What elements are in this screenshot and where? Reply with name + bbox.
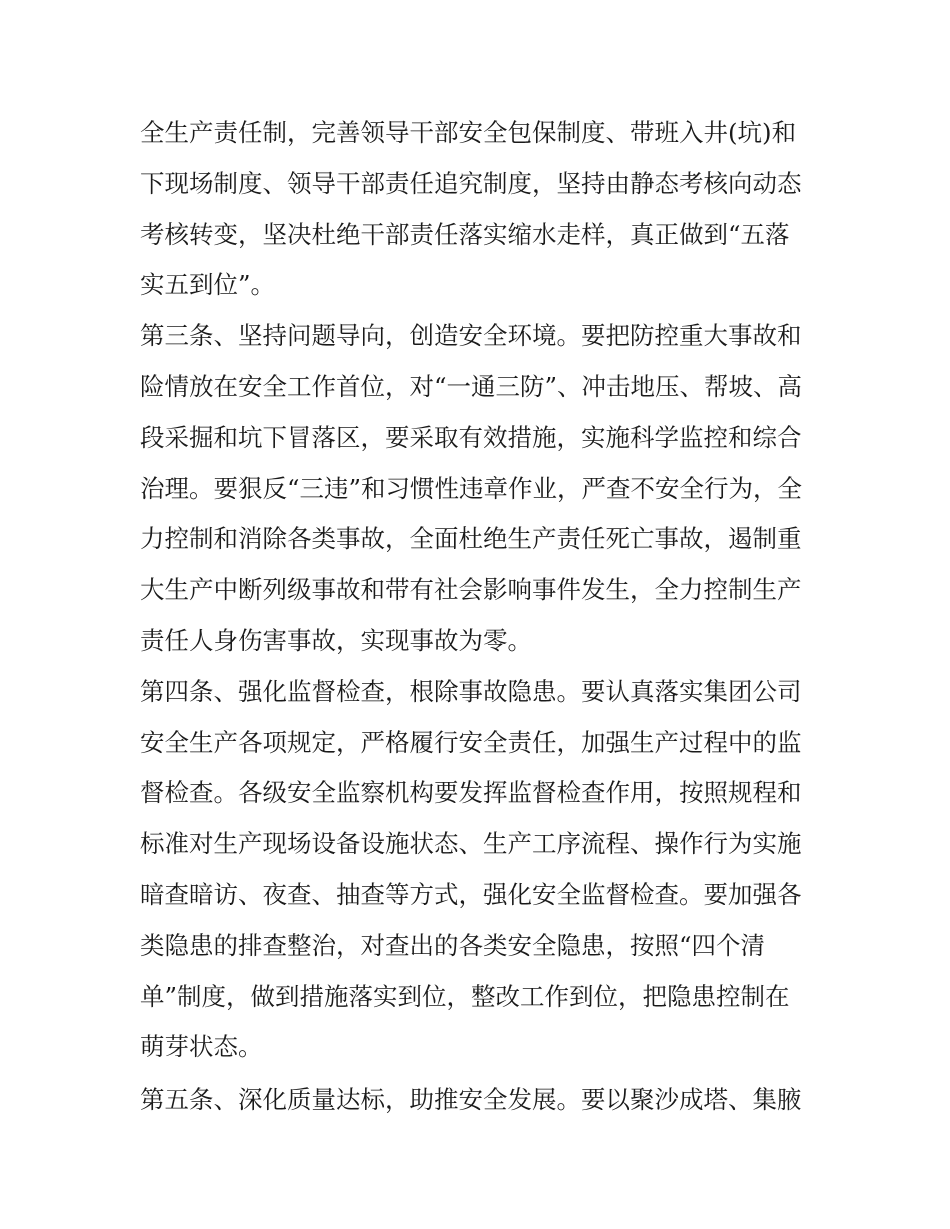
text-line: 单”制度，做到措施落实到位，整改工作到位，把隐患控制在 <box>140 981 790 1011</box>
text-line: 力控制和消除各类事故，全面杜绝生产责任死亡事故，遏制重 <box>140 524 802 554</box>
document-body <box>140 108 820 1126</box>
text-line: 安全生产各项规定，严格履行安全责任，加强生产过程中的监 <box>140 727 802 757</box>
text-line: 下现场制度、领导干部责任追究制度，坚持由静态考核向动态 <box>140 168 802 198</box>
text-line: 责任人身伤害事故，实现事故为零。 <box>140 625 532 655</box>
text-line: 险情放在安全工作首位，对“一通三防”、冲击地压、帮坡、高 <box>140 371 803 401</box>
text-line: 考核转变，坚决杜绝干部责任落实缩水走样，真正做到“五落 <box>140 219 790 249</box>
article-5-heading-line: 第五条、深化质量达标，助推安全发展。要以聚沙成塔、集腋 <box>140 1085 802 1115</box>
article-3-heading-line: 第三条、坚持问题导向，创造安全环境。要把防控重大事故和 <box>140 321 802 351</box>
text-line: 治理。要狠反“三违”和习惯性违章作业，严查不安全行为，全 <box>140 473 803 503</box>
article-4-heading-line: 第四条、强化监督检查，根除事故隐患。要认真落实集团公司 <box>140 676 802 706</box>
text-line: 段采掘和坑下冒落区，要采取有效措施，实施科学监控和综合 <box>140 422 802 452</box>
text-line: 标准对生产现场设备设施状态、生产工序流程、操作行为实施 <box>140 829 802 859</box>
text-line: 暗查暗访、夜查、抽查等方式，强化安全监督检查。要加强各 <box>140 879 802 909</box>
text-line: 实五到位”。 <box>140 270 276 300</box>
text-line: 类隐患的排查整治，对查出的各类安全隐患，按照“四个清 <box>140 930 766 960</box>
text-line: 大生产中断列级事故和带有社会影响事件发生，全力控制生产 <box>140 575 802 605</box>
text-line: 督检查。各级安全监察机构要发挥监督检查作用，按照规程和 <box>140 778 802 808</box>
text-line: 全生产责任制，完善领导干部安全包保制度、带班入井(坑)和 <box>140 118 797 147</box>
text-line: 萌芽状态。 <box>140 1032 263 1062</box>
